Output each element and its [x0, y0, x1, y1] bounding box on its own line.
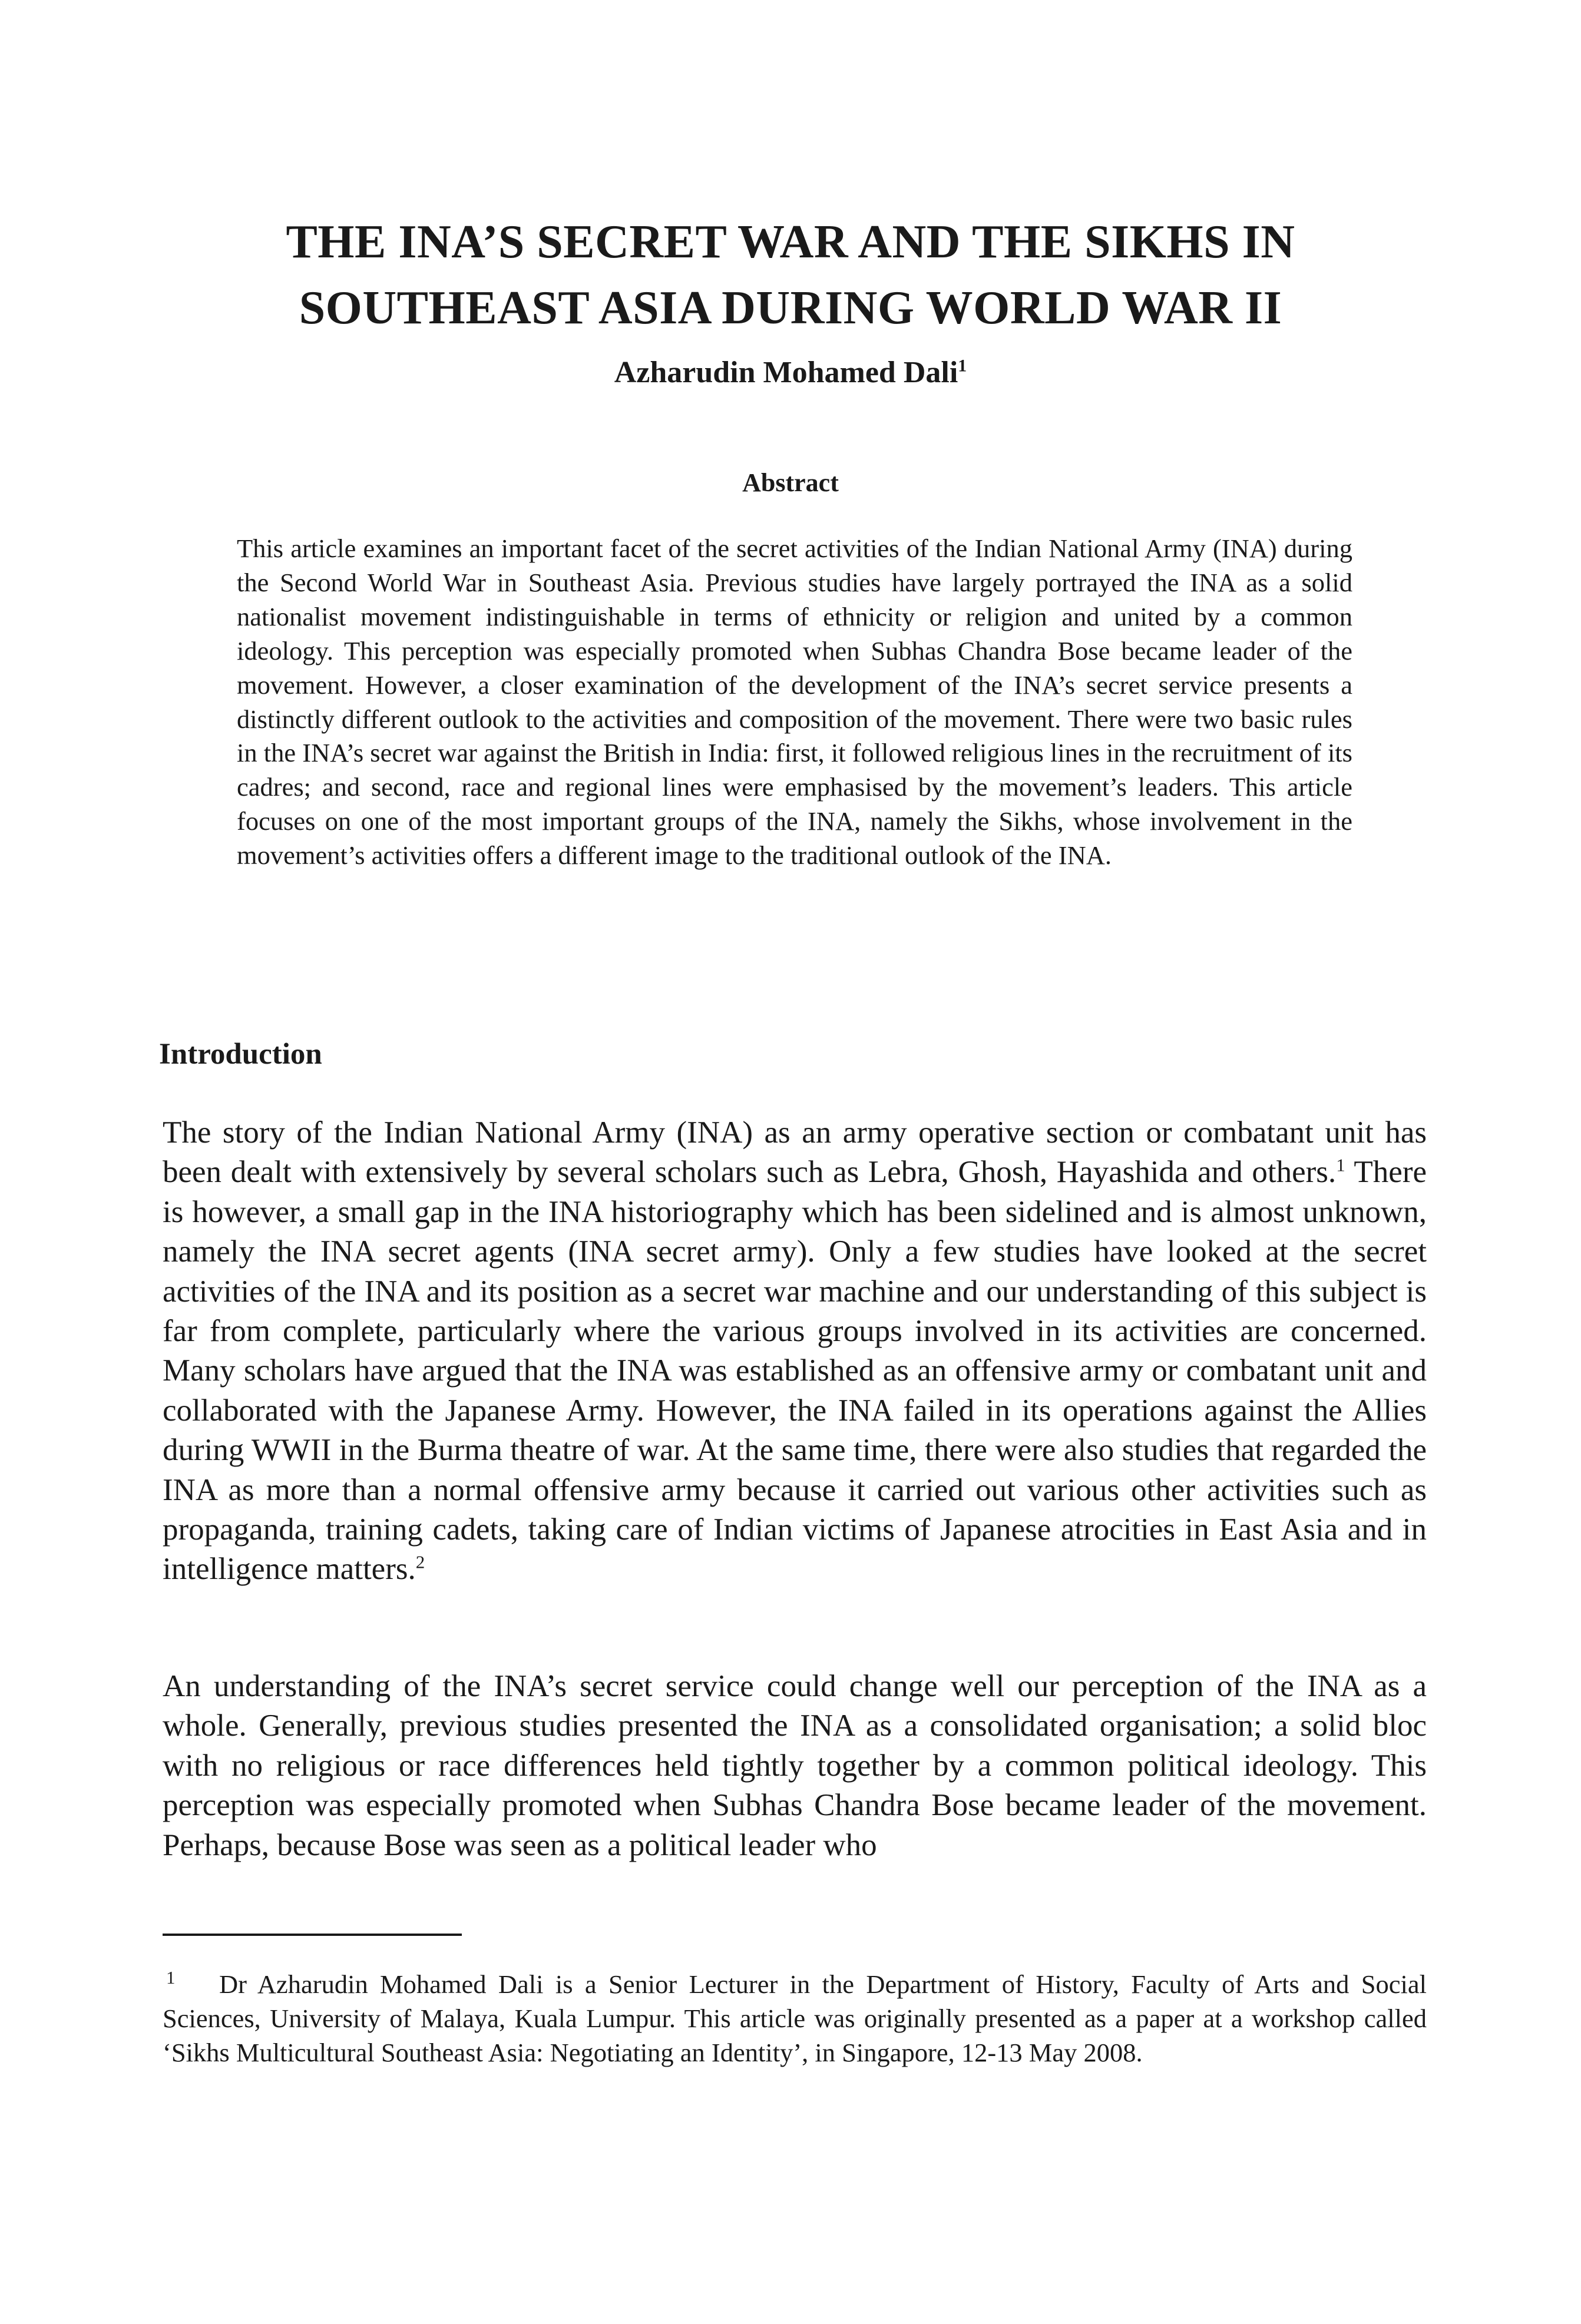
paragraph-1-text-b: There is however, a small gap in the INA historiography which has been sidelined and is almost unknown, namely the INA secret agents (INA secret army). Only a few studies have looked at the secret activities of the INA and its position as a secret war machine and our understanding of this subject is far from complete, particularly where the various groups involved in its activities are concerned. Many scholars have argued that the INA was established as an offensive army or combatant unit and collaborated with the Japanese Army. However, the INA failed in its operations against the Allies during WWII in the Burma theatre of war. At the same time, there were also studies that regarded the INA as more than a normal offensive army because it carried out various other activities such as propaganda, training cadets, taking care of Indian victims of Japanese atrocities in East Asia and in intelligence matters.: [163, 1155, 1427, 1587]
footnote-divider: [163, 1934, 462, 1936]
author-byline: [153, 352, 1428, 393]
introduction-paragraph-1: [163, 1113, 1427, 1590]
footnote-reference-2: 2: [415, 1551, 425, 1572]
article-title: [153, 209, 1428, 341]
introduction-paragraph-2: An understanding of the INA’s secret service could change well our perception of the INA as a whole. Generally, previous studies presented the INA as a consolidated organisation; a solid bloc with no religious or race differences held tightly together by a common political ideology. This perception was especially promoted when Subhas Chandra Bose became leader of the movement. Perhaps, because Bose was seen as a political leader who: [163, 1669, 1427, 1862]
abstract-heading: Abstract: [742, 468, 839, 497]
article-title-line-1: THE INA’S SECRET WAR AND THE SIKHS IN: [286, 216, 1295, 268]
paragraph-1-text-a: The story of the Indian National Army (INA) as an army operative section or combatant unit has been dealt with extensively by several scholars such as Lebra, Ghosh, Hayashida and others.: [163, 1115, 1427, 1190]
footnote-1: 1 Dr Azharudin Mohamed Dali is a Senior Lecturer in the Department of History, Faculty of Arts and Social Sciences, University of Malaya, Kuala Lumpur. This article was originally presented as a paper at a workshop called ‘Sikhs Multicultural Southeast Asia: Negotiating an Identity’, in Singapore, 12-13 May 2008.: [163, 1967, 1427, 2067]
author-footnote-marker: 1: [958, 356, 967, 376]
footnote-text: Dr Azharudin Mohamed Dali is a Senior Lecturer in the Department of History, Faculty of Arts and Social Sciences, University of Malaya, Kuala Lumpur. This article was originally presented as a paper at a workshop called ‘Sikhs Multicultural Southeast Asia: Negotiating an Identity’, in Singapore, 12-13 May 2008.: [163, 1969, 1427, 2067]
article-title-line-2: SOUTHEAST ASIA DURING WORLD WAR II: [299, 282, 1282, 334]
introduction-heading: Introduction: [159, 1038, 322, 1071]
author-name: Azharudin Mohamed Dali: [614, 356, 958, 389]
footnote-reference-1: 1: [1336, 1154, 1345, 1176]
abstract-text: This article examines an important facet of the secret activities of the Indian National Army (INA) during the Second World War in Southeast Asia. Previous studies have largely portrayed the INA as a solid nationalist movement indistinguishable in terms of ethnicity or religion and united by a common ideology. This perception was especially promoted when Subhas Chandra Bose became leader of the movement. However, a closer examination of the development of the INA’s secret service presents a distinctly different outlook to the activities and composition of the movement. There were two basic rules in the INA’s secret war against the British in India: first, it followed religious lines in the recruitment of its cadres; and second, race and regional lines were emphasised by the movement’s leaders. This article focuses on one of the most important groups of the INA, namely the Sikhs, whose involvement in the movement’s activities offers a different image to the traditional outlook of the INA.: [237, 534, 1352, 870]
